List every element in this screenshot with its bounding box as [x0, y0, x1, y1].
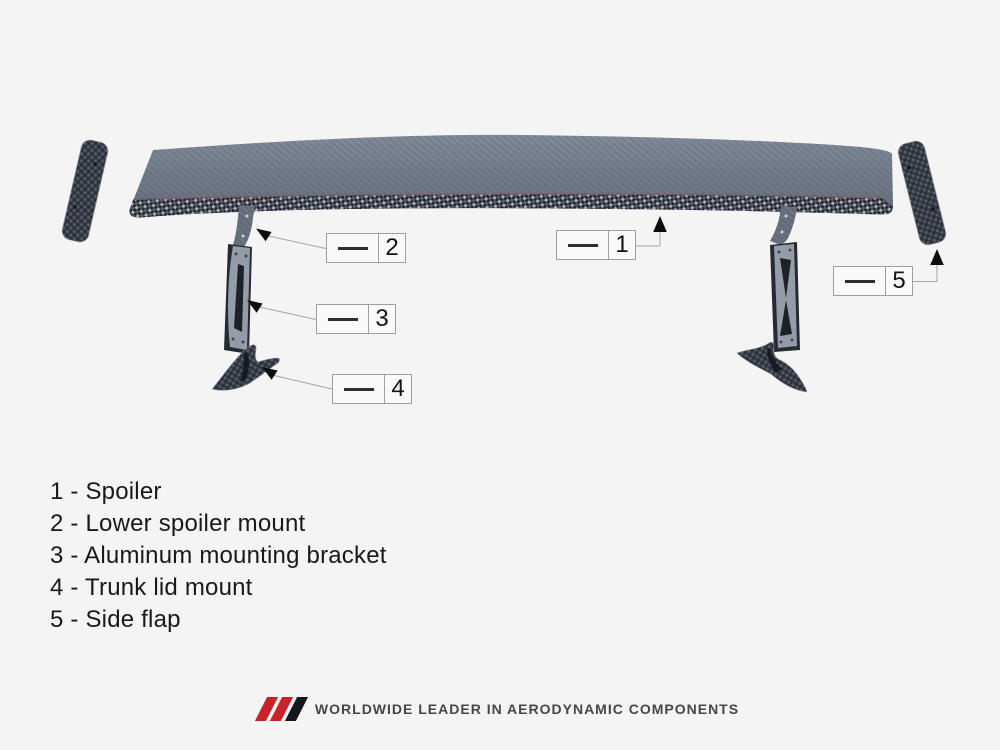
rivet-hole — [73, 205, 77, 209]
trunk-lid-mount-left — [212, 345, 280, 391]
brand-logo — [261, 697, 302, 721]
callout-4-number: 4 — [391, 375, 405, 402]
spoiler-wing — [129, 135, 893, 218]
footer — [0, 694, 1000, 724]
callout-5-number: 5 — [892, 267, 906, 294]
dash-icon — [568, 244, 598, 247]
footer-tagline: WORLDWIDE LEADER IN AERODYNAMIC COMPONENTS — [314, 701, 740, 717]
callout-2-number: 2 — [385, 234, 399, 261]
parts-list-item-4: 4 - Trunk lid mount — [50, 574, 253, 601]
rivet-hole — [93, 162, 97, 166]
rivet-hole — [907, 166, 911, 170]
dash-icon — [328, 318, 358, 321]
parts-list-item-5: 5 - Side flap — [50, 606, 181, 633]
callout-3 — [316, 304, 396, 334]
side-flap-left — [60, 138, 109, 243]
side-flap-right — [896, 139, 947, 246]
aluminum-mounting-bracket-left — [224, 244, 252, 354]
callout-1-number: 1 — [615, 231, 629, 258]
callout-5-dash-cell — [834, 267, 886, 295]
callout-3-number: 3 — [375, 305, 389, 332]
callout-1-dash-cell — [557, 231, 609, 259]
parts-list-item-2: 2 - Lower spoiler mount — [50, 510, 306, 537]
callout-5 — [833, 266, 913, 296]
rivet-hole — [931, 207, 935, 211]
parts-list-item-3: 3 - Aluminum mounting bracket — [50, 542, 387, 569]
callout-1 — [556, 230, 636, 260]
dash-icon — [845, 280, 875, 283]
callout-4-dash-cell — [333, 375, 385, 403]
aluminum-mounting-bracket-right — [770, 242, 800, 352]
callout-2 — [326, 233, 406, 263]
parts-list-item-1: 1 - Spoiler — [50, 478, 162, 505]
parts-list — [50, 476, 387, 636]
callout-2-dash-cell — [327, 234, 379, 262]
dash-icon — [338, 247, 368, 250]
callout-4 — [332, 374, 412, 404]
lower-spoiler-mount-right — [770, 206, 797, 244]
dash-icon — [344, 388, 374, 391]
callout-3-dash-cell — [317, 305, 369, 333]
